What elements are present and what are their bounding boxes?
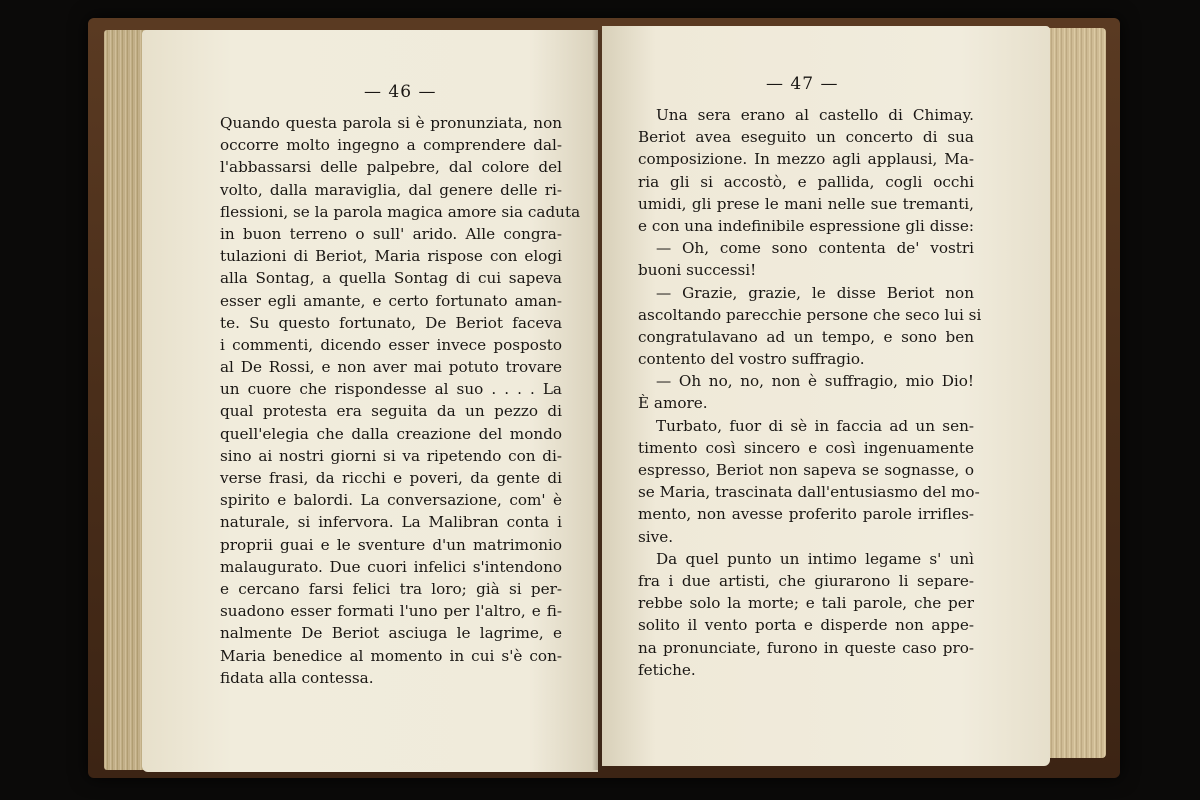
text-line: e con una indefinibile espressione gli disse:	[638, 216, 974, 235]
text-line: umidi, gli prese le mani nelle sue tremanti,	[638, 194, 974, 213]
text-line: È amore.	[638, 394, 708, 413]
text-line: congratulavano ad un tempo, e sono ben	[638, 327, 974, 346]
text-line: fetiche.	[638, 660, 696, 679]
text-line: na pronunciate, furono in queste caso pro-	[638, 638, 974, 657]
text-line: quell'elegia che dalla creazione del mondo	[220, 424, 562, 443]
text-line: buoni successi!	[638, 261, 757, 280]
text-line: flessioni, se la parola magica amore sia caduta	[220, 202, 581, 221]
text-line: e cercano farsi felici tra loro; già si per-	[220, 579, 562, 598]
text-line: Da quel punto un intimo legame s' unì	[656, 549, 974, 568]
text-line: Una sera erano al castello di Chimay.	[656, 106, 974, 124]
text-line: — Oh no, no, non è suffragio, mio Dio!	[656, 372, 974, 391]
text-line: l'abbassarsi delle palpebre, dal colore del	[220, 158, 562, 177]
text-line: ria gli si accostò, e pallida, cogli occhi	[638, 172, 974, 191]
right-page-edges	[1048, 28, 1106, 758]
right-page-number: — 47 —	[766, 74, 839, 94]
text-line: tulazioni di Beriot, Maria rispose con elogi	[220, 247, 562, 266]
left-page-number: — 46 —	[364, 82, 437, 102]
text-line: fra i due artisti, che giurarono li separe-	[638, 571, 974, 590]
text-line: contento del vostro suffragio.	[638, 350, 865, 369]
text-line: spirito e balordi. La conversazione, com' è	[220, 491, 562, 510]
left-page-text	[220, 112, 581, 689]
text-line: i commenti, dicendo esser invece posposto	[220, 335, 562, 354]
text-line: verse frasi, da ricchi e poveri, da gente di	[220, 469, 562, 487]
text-line: Maria benedice al momento in cui s'è con-	[220, 646, 562, 665]
text-line: esser egli amante, e certo fortunato aman-	[220, 291, 562, 310]
text-line: un cuore che rispondesse al suo . . . . La	[220, 380, 562, 399]
text-line: — Grazie, grazie, le disse Beriot non	[656, 283, 974, 302]
left-page	[142, 30, 598, 772]
text-line: — Oh, come sono contenta de' vostri	[656, 239, 974, 258]
text-line: solito il vento porta e disperde non appe-	[638, 616, 974, 635]
text-line: timento così sincero e così ingenuamente	[638, 438, 974, 457]
text-line: mento, non avesse proferito parole irrifles-	[638, 505, 974, 524]
text-line: qual protesta era seguita da un pezzo di	[220, 402, 562, 421]
text-line: sino ai nostri giorni si va ripetendo con di-	[220, 446, 562, 465]
text-line: naturale, si infervora. La Malibran conta i	[220, 513, 562, 532]
text-line: alla Sontag, a quella Sontag di cui sapeva	[220, 269, 562, 288]
text-line: malaugurato. Due cuori infelici s'intendono	[220, 557, 562, 576]
text-line: espresso, Beriot non sapeva se sognasse, o	[638, 461, 974, 479]
text-line: se Maria, trascinata dall'entusiasmo del mo-	[638, 483, 980, 502]
text-line: al De Rossi, e non aver mai potuto trovare	[220, 358, 562, 377]
right-page-text	[638, 104, 982, 681]
text-line: sive.	[638, 527, 674, 546]
text-line: te. Su questo fortunato, De Beriot faceva	[220, 313, 562, 332]
right-page	[602, 26, 1050, 766]
text-line: occorre molto ingegno a comprendere dal-	[220, 136, 562, 155]
text-line: ascoltando parecchie persone che seco lui si	[638, 305, 982, 324]
text-line: nalmente De Beriot asciuga le lagrime, e	[220, 624, 562, 643]
text-line: proprii guai e le sventure d'un matrimonio	[220, 535, 562, 554]
text-line: Beriot avea eseguito un concerto di sua	[638, 128, 974, 147]
text-line: composizione. In mezzo agli applausi, Ma-	[638, 150, 974, 169]
text-line: Quando questa parola si è pronunziata, non	[220, 114, 562, 132]
text-line: fidata alla contessa.	[220, 668, 374, 687]
text-line: suadono esser formati l'uno per l'altro, e fi-	[220, 602, 562, 621]
text-line: Turbato, fuor di sè in faccia ad un sen-	[656, 416, 974, 435]
text-line: volto, dalla maraviglia, dal genere delle ri-	[220, 180, 562, 199]
text-line: rebbe solo la morte; e tali parole, che per	[638, 594, 974, 613]
text-line: in buon terreno o sull' arido. Alle congra-	[220, 224, 562, 243]
